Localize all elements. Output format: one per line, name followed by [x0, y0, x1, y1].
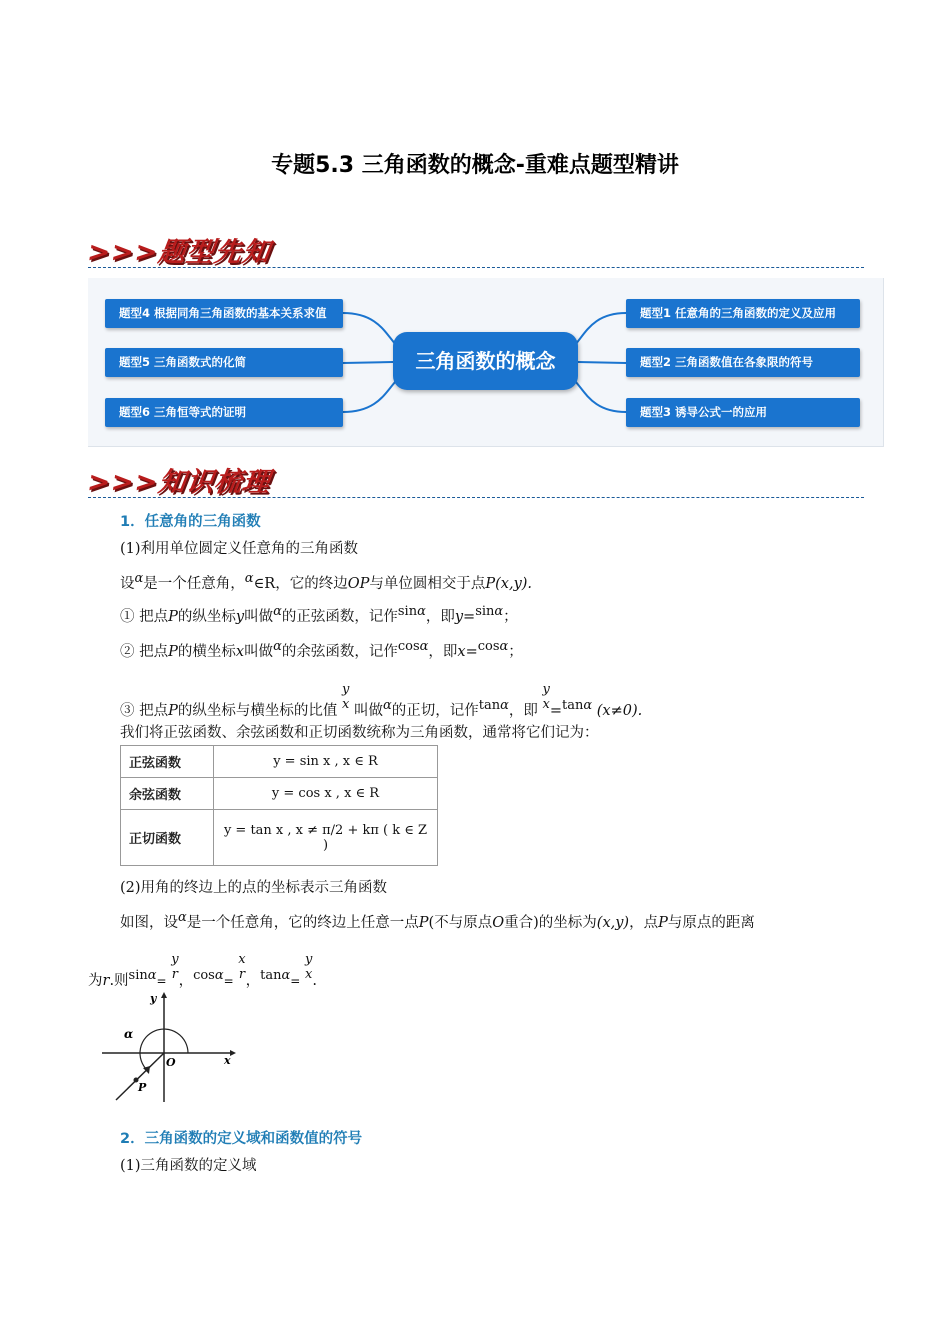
- table-row: [121, 810, 438, 866]
- table-cell-name: 正切函数: [121, 810, 214, 866]
- y-axis-arrow: [161, 992, 167, 998]
- trig-function-table: [120, 745, 438, 866]
- page-title: 专题5.3 三角函数的概念-重难点题型精讲: [271, 153, 679, 178]
- x-axis-arrow: [230, 1050, 236, 1056]
- mindmap-item-type2: 题型2 三角函数值在各象限的符号: [626, 348, 860, 377]
- angle-label: α: [124, 1027, 134, 1041]
- origin-label: O: [166, 1056, 176, 1069]
- fraction-y-over-r: y r: [171, 952, 179, 982]
- table-row: [121, 778, 438, 810]
- point-label: P: [138, 1081, 147, 1094]
- mindmap-item-type4: 题型4 根据同角三角函数的基本关系求值: [105, 299, 343, 328]
- mindmap-item-type5: 题型5 三角函数式的化简: [105, 348, 343, 377]
- section-heading-1: 1．任意角的三角函数: [120, 514, 261, 530]
- subheading-coordinates: (2)用角的终边上的点的坐标表示三角函数: [120, 880, 388, 896]
- x-axis-label: x: [224, 1054, 231, 1067]
- table-cell-name: 余弦函数: [121, 778, 214, 810]
- table-cell-name: 正弦函数: [121, 746, 214, 778]
- section-heading-2: 2．三角函数的定义域和函数值的符号: [120, 1131, 363, 1147]
- table-cell-expr: y = cos x , x ∈ R: [214, 778, 438, 810]
- tangent-definition: ③ 把点P的纵坐标与横坐标的比值 y x 叫做α的正切，记作tanα，即 y x =tanα (x≠0).: [120, 682, 643, 719]
- mindmap-item-type1: 题型1 任意角的三角函数的定义及应用: [626, 299, 860, 328]
- table-row: [121, 746, 438, 778]
- banner-title: >>>知识梳理: [85, 467, 273, 498]
- fraction-x-over-r: x r: [238, 952, 246, 982]
- mindmap-item-type6: 题型6 三角恒等式的证明: [105, 398, 343, 427]
- banner-title: >>>题型先知: [85, 237, 273, 268]
- subheading-unit-circle: (1)利用单位圆定义任意角的三角函数: [120, 541, 359, 557]
- definition-line: 设α是一个任意角，α∈R，它的终边OP与单位圆相交于点P(x,y).: [120, 571, 533, 592]
- mindmap-center: 三角函数的概念: [393, 332, 578, 390]
- sine-definition: ① 把点P的纵坐标y叫做α的正弦函数，记作sinα，即y=sinα；: [120, 604, 518, 625]
- ratio-definitions: 为r.则sinα= y r ，cosα= x r ，tanα= y x .: [88, 952, 317, 989]
- angle-diagram: [100, 990, 240, 1105]
- cosine-definition: ② 把点P的横坐标x叫做α的余弦函数，记作cosα，即x=cosα；: [120, 639, 523, 660]
- y-axis-label: y: [150, 992, 157, 1005]
- table-cell-expr: y = sin x , x ∈ R: [214, 746, 438, 778]
- table-cell-expr: y = tan x , x ≠ π/2 + kπ ( k ∈ Z ): [214, 810, 438, 866]
- fraction-y-over-x: y x: [542, 682, 550, 712]
- fraction-y-over-x: y x: [341, 682, 350, 712]
- subheading-domain: (1)三角函数的定义域: [120, 1158, 257, 1174]
- fraction-y-over-x: y x: [304, 952, 313, 982]
- coordinate-definition: 如图，设α是一个任意角，它的终边上任意一点P(不与原点O重合)的坐标为(x,y)，点P与原点的距离: [120, 910, 755, 931]
- summary-line: 我们将正弦函数、余弦函数和正切函数统称为三角函数，通常将它们记为：: [120, 725, 599, 741]
- mindmap-item-type3: 题型3 诱导公式一的应用: [626, 398, 860, 427]
